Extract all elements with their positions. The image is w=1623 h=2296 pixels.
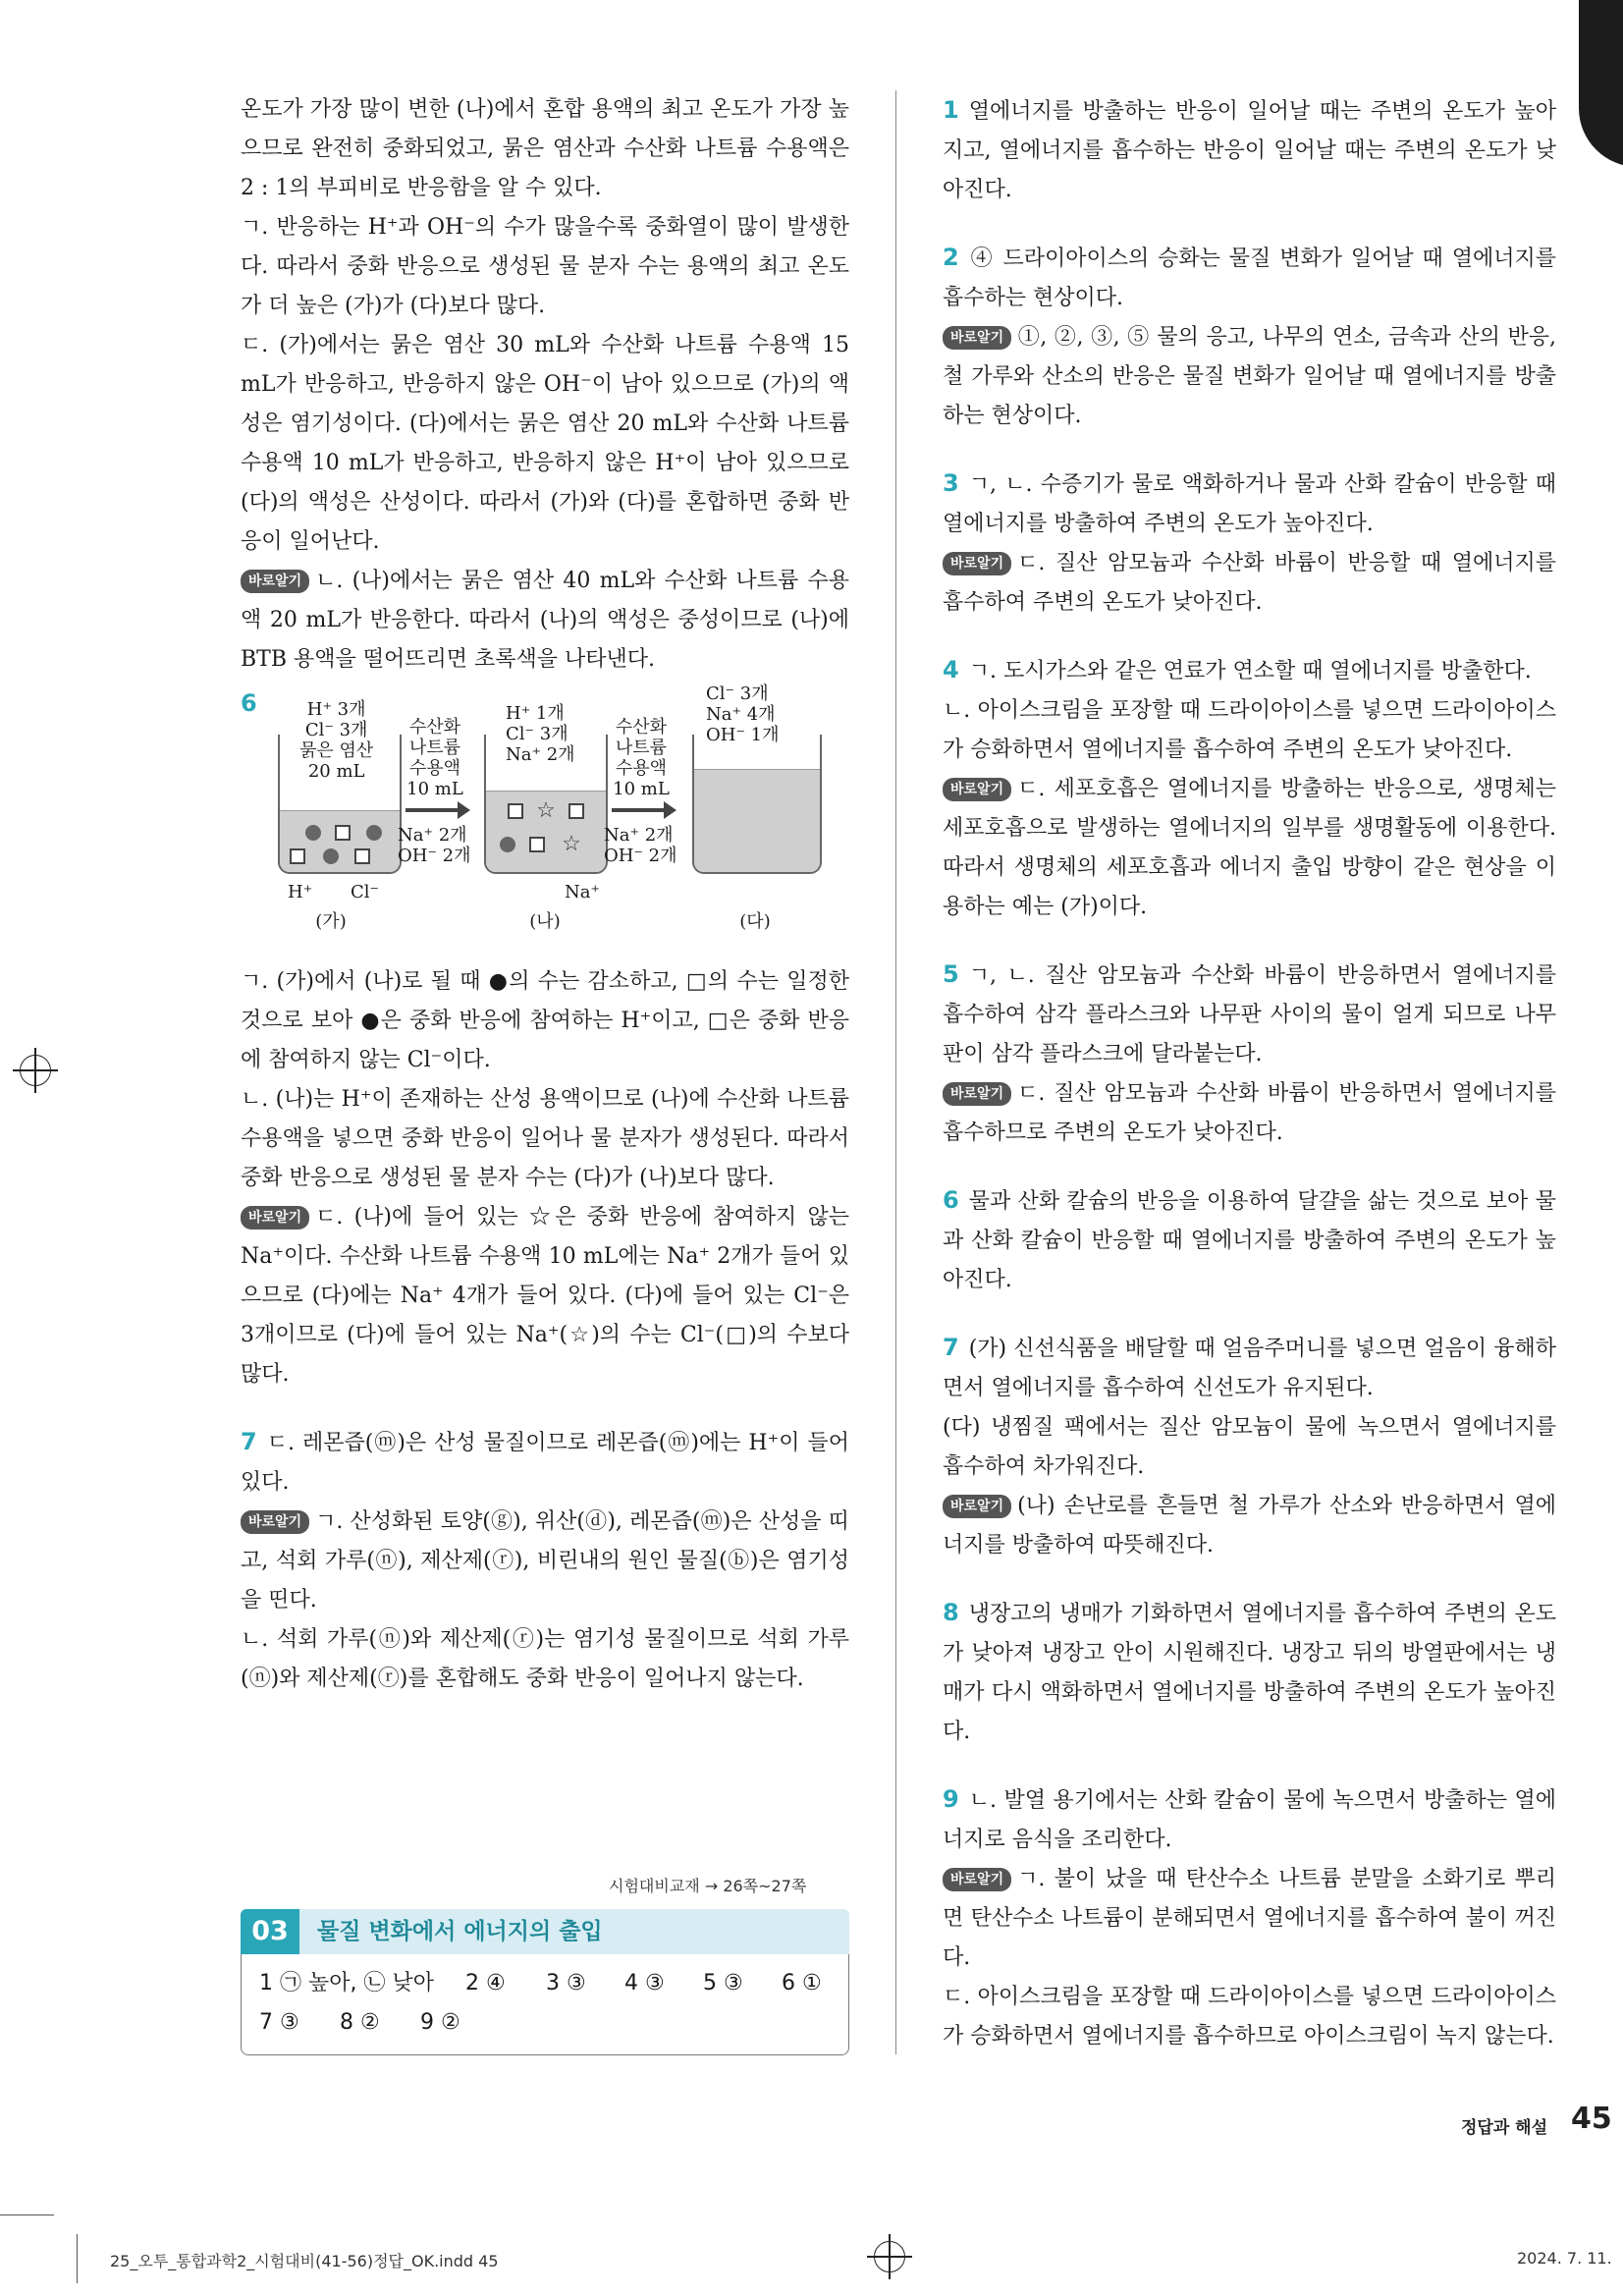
paragraph [241,1422,849,1503]
beaker-na [484,735,608,874]
question-number: 6 [943,1186,959,1214]
paragraph: ㄴ. 석회 가루(ⓝ)와 제산제(ⓡ)는 염기성 물질이므로 석회 가루(ⓝ)와 제산제(ⓡ)를 혼합해도 중화 반응이 일어나지 않는다. [241,1627,849,1691]
paragraph [943,90,1556,210]
correction-badge: 바로알기 [943,326,1011,350]
paragraph: ㄷ. 아이스크림을 포장할 때 드라이아이스를 넣으면 드라이아이스가 승화하면서 열에너지를 흡수하므로 아이스크림이 녹지 않는다. [943,1985,1556,2049]
answer-item: 4 ③ [624,1971,665,1995]
paragraph [943,318,1556,436]
paragraph: ㄱ. 반응하는 H⁺과 OH⁻의 수가 많을수록 중화열이 많이 발생한다. 따라서 중화 반응으로 생성된 물 분자 수는 용액의 최고 온도가 더 높은 (가)가 (다)보다 많다. [241,215,849,318]
paragraph [943,1593,1556,1752]
paragraph [241,1503,849,1620]
paragraph-text: ㄱ. 산성화된 토양(ⓖ), 위산(ⓓ), 레몬즙(ⓜ)은 산성을 띠고, 석회 가루(ⓝ), 제산제(ⓡ), 비린내의 원인 물질(ⓑ)은 염기성을 띤다. [241,1509,849,1613]
paragraph-text: ㄱ, ㄴ. 수증기가 물로 액화하거나 물과 산화 칼슘이 반응할 때 열에너지를 방출하여 주변의 온도가 높아진다. [943,472,1556,536]
arrow2-ions [604,825,677,866]
paragraph-text: ④ 드라이아이스의 승화는 물질 변화가 일어날 때 열에너지를 흡수하는 현상이다. [943,246,1556,310]
registration-mark-icon [20,1055,51,1086]
cl-ion [290,848,305,864]
cl-ion [568,803,584,819]
paragraph [943,464,1556,544]
answer-item: 6 ① [782,1971,822,1995]
paragraph [943,650,1556,691]
correction-badge: 바로알기 [241,1206,309,1230]
answer-item: 8 ② [340,2010,380,2035]
paragraph-text: ㄴ. 발열 용기에서는 산화 칼슘이 물에 녹으면서 방출하는 열에너지로 음식을 조리한다. [943,1788,1556,1852]
paragraph [943,1328,1556,1408]
paragraph [943,1487,1556,1565]
correction-badge: 바로알기 [241,570,309,593]
na-ion-star: ☆ [562,832,581,856]
paragraph-text: ①, ②, ③, ⑤ 물의 응고, 나무의 연소, 금속과 산의 반응, 철 가루와 산소의 반응은 물질 변화가 일어날 때 열에너지를 방출하는 현상이다. [943,325,1556,428]
paragraph-text: 냉장고의 냉매가 기화하면서 열에너지를 흡수하여 주변의 온도가 낮아져 냉장고 안이 시원해진다. 냉장고 뒤의 방열판에서는 냉매가 다시 액화하면서 열에너지를 방출하여 주변의 온도가 높아진다. [943,1602,1556,1744]
question-number: 7 [241,1428,257,1455]
label-line: 나트륨 [408,738,461,758]
label-line: Na⁺ 2개 [398,825,467,846]
section-title: 물질 변화에서 에너지의 출입 [317,1919,603,1944]
left-column [241,90,849,1699]
label-line: OH⁻ 2개 [604,846,677,866]
label-line: OH⁻ 2개 [398,846,471,866]
label-line: 20 mL [307,761,365,782]
cl-ion [335,825,351,841]
question-number: 2 [943,244,959,271]
label-line: 수산화 [615,717,668,738]
paragraph: (다) 냉찜질 팩에서는 질산 암모늄이 물에 녹으면서 열에너지를 흡수하여 차가워진다. [943,1415,1556,1479]
correction-badge: 바로알기 [943,778,1011,801]
h-ion [500,837,515,852]
beaker-ga [278,735,402,874]
h-ion [323,848,339,864]
cl-ion [529,837,545,852]
question-number: 7 [943,1334,959,1361]
answer-box [241,1909,849,2055]
caption-ga: (가) [315,911,347,932]
registration-mark-icon [874,2241,905,2272]
answer-item: 2 ④ [465,1971,506,1995]
question-number: 9 [943,1785,959,1813]
h-ion [305,825,321,841]
answer-item: 3 ③ [546,1971,586,1995]
page-number: 45 [1571,2102,1612,2136]
correction-badge: 바로알기 [241,1510,309,1534]
na-ion-star: ☆ [536,798,556,823]
answer-item: 1 ㉠ 높아, ㉡ 낮아 [259,1971,434,1995]
answer-list [241,1954,849,2055]
paragraph [943,1779,1556,1860]
question-number: 1 [943,96,959,124]
h-ion-label: H⁺ [288,882,313,902]
paragraph [241,1198,849,1394]
label-line: Cl⁻ 3개 [706,683,769,704]
caption-na: (나) [529,911,561,932]
paragraph [943,955,1556,1074]
paragraph-text: ㄷ. 질산 암모늄과 수산화 바륨이 반응할 때 열에너지를 흡수하여 주변의 온도가 낮아진다. [943,551,1556,615]
paragraph-text: ㄷ. 레몬즙(ⓜ)은 산성 물질이므로 레몬즙(ⓜ)에는 H⁺이 들어 있다. [241,1431,849,1495]
right-column [943,90,1556,2056]
print-slug-date: 2024. 7. 11. [1517,2249,1612,2268]
label-line: 10 mL [406,779,463,799]
paragraph: ㄱ. (가)에서 (나)로 될 때 ●의 수는 감소하고, □의 수는 일정한 것으로 보아 ●은 중화 반응에 참여하는 H⁺이고, □은 중화 반응에 참여하지 않는 Cl⁻이다. [241,969,849,1072]
beaker-da [692,735,822,874]
paragraph-text: ㄷ. (나)에 들어 있는 ☆은 중화 반응에 참여하지 않는 Na⁺이다. 수산화 나트륨 수용액 10 mL에는 Na⁺ 2개가 들어 있으므로 (다)에는 Na⁺ 4개가 들어 있다. (다)에 들어 있는 Cl⁻은 3개이므로 (다)에 들어 있는 Na⁺(☆)의 수는 Cl⁻(□)의 수보다 많다. [241,1205,849,1387]
paragraph-text: ㄱ. 불이 났을 때 탄산수소 나트륨 분말을 소화기로 뿌리면 탄산수소 나트륨이 분해되면서 열에너지를 흡수하여 불이 꺼진다. [943,1867,1556,1970]
arrow1-label [406,717,464,799]
paragraph: 온도가 가장 많이 변한 (나)에서 혼합 용액의 최고 온도가 가장 높으므로 완전히 중화되었고, 묽은 염산과 수산화 나트륨 수용액은 2 : 1의 부피비로 반응함을 알 수 있다. [241,97,849,200]
footer-label: 정답과 해설 [1461,2118,1548,2138]
paragraph [943,1180,1556,1300]
paragraph-text: ㄷ. 세포호흡은 열에너지를 방출하는 반응으로, 생명체는 세포호흡으로 발생하는 열에너지의 일부를 생명활동에 이용한다. 따라서 생명체의 세포호흡과 에너지 출입 방향이 같은 현상을 이용하는 예는 (가)이다. [943,777,1556,919]
answer-item: 7 ③ [259,2010,299,2035]
na-ion-label: Na⁺ [565,882,600,902]
paragraph-text: ㄴ. (나)에서는 묽은 염산 40 mL와 수산화 나트륨 수용액 20 mL가 반응한다. 따라서 (나)의 액성은 중성이므로 (나)에 BTB 용액을 떨어뜨리면 초록색을 나타낸다. [241,569,849,672]
paragraph [943,544,1556,623]
answer-item: 5 ③ [703,1971,743,1995]
question-number: 3 [943,469,959,497]
answer-row [259,1964,831,2003]
label-line: Na⁺ 2개 [604,825,674,846]
paragraph-text: 열에너지를 방출하는 반응이 일어날 때는 주변의 온도가 높아지고, 열에너지를 흡수하는 반응이 일어날 때는 주변의 온도가 낮아진다. [943,99,1556,202]
label-line: Na⁺ 2개 [506,744,575,765]
paragraph: ㄴ. 아이스크림을 포장할 때 드라이아이스를 넣으면 드라이아이스가 승화하면서 열에너지를 흡수하여 주변의 온도가 낮아진다. [943,698,1556,762]
correction-badge: 바로알기 [943,1495,1011,1518]
caption-da: (다) [739,911,771,932]
paragraph [943,1860,1556,1978]
paragraph-text: ㄱ. 도시가스와 같은 연료가 연소할 때 열에너지를 방출한다. [968,659,1532,683]
column-divider [895,90,896,2054]
paragraph-text: 물과 산화 칼슘의 반응을 이용하여 달걀을 삶는 것으로 보아 물과 산화 칼슘이 반응할 때 열에너지를 방출하여 주변의 온도가 높아진다. [943,1189,1556,1292]
arrow1 [406,808,459,812]
cl-ion [508,803,523,819]
reference-note: 시험대비교재 → 26쪽~27쪽 [609,1877,807,1895]
crop-mark [77,2234,78,2283]
answer-item: 9 ② [420,2010,460,2035]
arrow2 [612,808,665,812]
answer-row [259,2003,831,2043]
arrow2-label [612,717,671,799]
paragraph [241,562,849,680]
label-line: 수용액 [408,758,461,779]
question-number: 8 [943,1599,959,1626]
label-line: H⁺ 1개 [506,703,565,724]
label-line: H⁺ 3개 [306,699,366,720]
beaker-figure [241,683,849,953]
h-ion [366,825,382,841]
answer-box-header [241,1909,849,1954]
crop-mark [0,2214,54,2215]
label-line: 묽은 염산 [299,740,374,761]
paragraph [943,1074,1556,1153]
paragraph [943,238,1556,318]
cl-ion [354,848,370,864]
label-line: Cl⁻ 3개 [506,724,568,744]
label-line: 나트륨 [615,738,668,758]
correction-badge: 바로알기 [943,1082,1011,1106]
label-line: OH⁻ 1개 [706,725,780,745]
paragraph [943,770,1556,927]
corner-tab [1579,0,1623,167]
correction-badge: 바로알기 [943,1868,1011,1891]
print-slug-file: 25_오투_통합과학2_시험대비(41-56)정답_OK.indd 45 [110,2252,499,2270]
arrow1-ions [398,825,471,866]
label-line: Cl⁻ 3개 [304,720,368,740]
question-number: 4 [943,656,959,683]
figure-number: 6 [241,689,257,717]
correction-badge: 바로알기 [943,552,1011,575]
paragraph-text: ㄷ. 질산 암모늄과 수산화 바륨이 반응하면서 열에너지를 흡수하므로 주변의 온도가 낮아진다. [943,1081,1556,1145]
label-line: 수용액 [615,758,668,779]
solution [694,769,820,872]
label-line: 10 mL [613,779,670,799]
question-number: 5 [943,960,959,988]
paragraph-text: (나) 손난로를 흔들면 철 가루가 산소와 반응하면서 열에너지를 방출하여 따뜻해진다. [943,1494,1556,1558]
paragraph-text: (가) 신선식품을 배달할 때 얼음주머니를 넣으면 얼음이 융해하면서 열에너지를 흡수하여 신선도가 유지된다. [943,1337,1556,1400]
label-line: 수산화 [408,717,461,738]
cl-ion-label: Cl⁻ [351,882,380,902]
paragraph-text: ㄱ, ㄴ. 질산 암모늄과 수산화 바륨이 반응하면서 열에너지를 흡수하여 삼각 플라스크와 나무판 사이의 물이 얼게 되므로 나무판이 삼각 플라스크에 달라붙는다. [943,963,1556,1066]
paragraph: ㄴ. (나)는 H⁺이 존재하는 산성 용액이므로 (나)에 수산화 나트륨 수용액을 넣으면 중화 반응이 일어나 물 분자가 생성된다. 따라서 중화 반응으로 생성된 물 분자 수는 (다)가 (나)보다 많다. [241,1087,849,1190]
section-number: 03 [241,1909,299,1954]
paragraph: ㄷ. (가)에서는 묽은 염산 30 mL와 수산화 나트륨 수용액 15 mL가 반응하고, 반응하지 않은 OH⁻이 남아 있으므로 (가)의 액성은 염기성이다. (다)에서는 묽은 염산 20 mL와 수산화 나트륨 수용액 10 mL가 반응하고, 반응하지 않은 H⁺이 남아 있으므로 (다)의 액성은 산성이다. 따라서 (가)와 (다)를 혼합하면 중화 반응이 일어난다. [241,333,849,554]
label-line: Na⁺ 4개 [706,704,776,725]
